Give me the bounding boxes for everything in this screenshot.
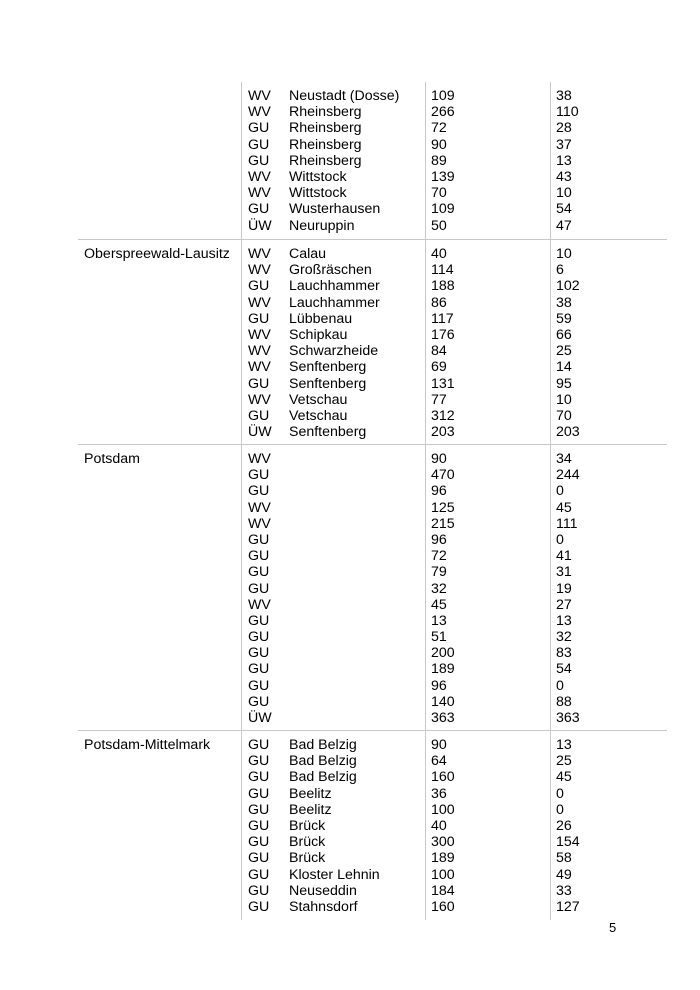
type-cell: WV	[248, 246, 271, 262]
type-cell: GU	[248, 693, 270, 710]
value-cell: 27	[556, 596, 572, 613]
column-divider	[241, 82, 242, 239]
place-cell: Wittstock	[289, 168, 347, 185]
type-cell: GU	[248, 882, 270, 899]
value-cell: 160	[431, 769, 455, 786]
value-cell: 13	[431, 612, 447, 629]
type-cell: GU	[248, 661, 270, 678]
region-name: Oberspreewald-Lausitz	[84, 246, 230, 262]
place-cell: Bad Belzig	[289, 737, 357, 753]
value-column	[431, 737, 455, 915]
value-cell: 54	[556, 661, 572, 678]
value-cell: 117	[431, 310, 454, 327]
type-cell: GU	[248, 201, 270, 218]
value-cell: 89	[431, 152, 447, 169]
value-cell: 6	[556, 262, 564, 279]
type-cell: GU	[248, 677, 270, 694]
value-cell: 54	[556, 201, 572, 218]
place-cell: Großräschen	[289, 262, 372, 279]
place-cell: Rheinsberg	[289, 120, 362, 137]
value-cell: 131	[431, 375, 455, 392]
place-cell: Schipkau	[289, 326, 348, 343]
value-cell: 363	[431, 710, 455, 726]
value-cell: 154	[556, 834, 580, 851]
type-cell: GU	[248, 467, 270, 484]
value-cell: 184	[431, 882, 455, 899]
value-cell: 109	[431, 88, 455, 104]
value-cell: 188	[431, 278, 455, 295]
value-cell: 0	[556, 531, 564, 548]
type-cell: WV	[248, 88, 271, 104]
value-cell: 33	[556, 882, 572, 899]
type-cell: GU	[248, 278, 270, 295]
type-cell: WV	[248, 104, 271, 121]
type-cell: WV	[248, 168, 271, 185]
type-cell: GU	[248, 120, 270, 137]
place-cell: Neuseddin	[289, 882, 357, 899]
place-cell: Lauchhammer	[289, 278, 380, 295]
value-cell: 96	[431, 531, 447, 548]
type-column	[248, 737, 269, 915]
value-cell: 36	[431, 785, 447, 802]
value-cell: 96	[431, 677, 447, 694]
type-cell: GU	[248, 753, 270, 770]
value-cell: 160	[431, 898, 455, 915]
value-cell: 32	[431, 580, 447, 597]
table-group	[78, 731, 667, 920]
column-divider	[425, 731, 426, 920]
type-cell: ÜW	[248, 424, 272, 441]
value-cell: 10	[556, 391, 572, 408]
type-cell: ÜW	[248, 217, 272, 234]
column-divider	[550, 82, 551, 239]
value-cell: 79	[431, 564, 447, 581]
column-divider	[550, 445, 551, 730]
value-cell: 84	[431, 343, 447, 360]
place-cell: Beelitz	[289, 785, 332, 802]
value-cell: 41	[556, 548, 572, 565]
value-cell: 19	[556, 580, 572, 597]
value-cell: 189	[431, 661, 455, 678]
value-cell: 45	[556, 499, 572, 516]
type-cell: WV	[248, 515, 271, 532]
value-cell: 125	[431, 499, 455, 516]
value-cell: 31	[556, 564, 572, 581]
value-cell: 203	[556, 424, 580, 441]
value-cell: 244	[556, 467, 580, 484]
value-cell: 13	[556, 737, 572, 753]
value-cell: 10	[556, 185, 572, 202]
value-cell: 200	[431, 645, 455, 662]
type-cell: GU	[248, 801, 270, 818]
type-cell: GU	[248, 310, 270, 327]
value-cell: 83	[556, 645, 572, 662]
value-cell: 0	[556, 483, 564, 500]
table-group	[78, 445, 667, 730]
type-column	[248, 246, 272, 440]
value-column	[556, 246, 580, 440]
value-cell: 266	[431, 104, 455, 121]
value-cell: 109	[431, 201, 455, 218]
type-cell: WV	[248, 596, 271, 613]
type-cell: WV	[248, 294, 271, 311]
place-column	[289, 246, 380, 440]
value-cell: 77	[431, 391, 447, 408]
value-cell: 90	[431, 451, 447, 467]
place-cell: Vetschau	[289, 391, 348, 408]
value-cell: 45	[431, 596, 447, 613]
value-cell: 96	[431, 483, 447, 500]
place-cell: Rheinsberg	[289, 152, 362, 169]
place-cell: Wusterhausen	[289, 201, 381, 218]
place-cell: Neustadt (Dosse)	[289, 88, 400, 104]
value-cell: 26	[556, 817, 572, 834]
value-cell: 34	[556, 451, 572, 467]
value-column	[431, 451, 455, 726]
value-cell: 25	[556, 343, 572, 360]
value-cell: 110	[556, 104, 579, 121]
type-cell: WV	[248, 391, 271, 408]
page-number: 5	[609, 920, 617, 935]
value-cell: 13	[556, 152, 572, 169]
type-cell: ÜW	[248, 710, 272, 726]
value-cell: 140	[431, 693, 455, 710]
type-cell: GU	[248, 580, 270, 597]
value-cell: 50	[431, 217, 447, 234]
value-cell: 300	[431, 834, 455, 851]
place-cell: Brück	[289, 817, 326, 834]
column-divider	[241, 445, 242, 730]
type-cell: GU	[248, 564, 270, 581]
value-cell: 13	[556, 612, 572, 629]
value-cell: 0	[556, 785, 564, 802]
value-cell: 102	[556, 278, 580, 295]
value-cell: 49	[556, 866, 572, 883]
value-cell: 40	[431, 246, 447, 262]
value-cell: 70	[556, 407, 572, 424]
value-cell: 66	[556, 326, 572, 343]
type-cell: WV	[248, 499, 271, 516]
value-cell: 88	[556, 693, 572, 710]
value-cell: 203	[431, 424, 455, 441]
value-cell: 38	[556, 88, 572, 104]
value-cell: 28	[556, 120, 572, 137]
place-cell: Brück	[289, 850, 326, 867]
value-cell: 312	[431, 407, 455, 424]
type-cell: GU	[248, 136, 270, 153]
value-cell: 72	[431, 548, 447, 565]
type-cell: GU	[248, 769, 270, 786]
type-cell: WV	[248, 343, 271, 360]
place-cell: Kloster Lehnin	[289, 866, 380, 883]
value-cell: 14	[556, 359, 572, 376]
value-column	[556, 88, 579, 234]
value-cell: 100	[431, 866, 455, 883]
column-divider	[425, 445, 426, 730]
value-cell: 32	[556, 629, 572, 646]
column-divider	[425, 82, 426, 239]
type-cell: WV	[248, 451, 271, 467]
value-cell: 59	[556, 310, 572, 327]
value-cell: 139	[431, 168, 455, 185]
column-divider	[425, 240, 426, 444]
place-cell: Senftenberg	[289, 424, 367, 441]
place-cell: Vetschau	[289, 407, 348, 424]
type-cell: WV	[248, 262, 271, 279]
value-cell: 43	[556, 168, 572, 185]
column-divider	[241, 731, 242, 920]
value-cell: 114	[431, 262, 454, 279]
value-cell: 127	[556, 898, 580, 915]
place-cell: Senftenberg	[289, 359, 367, 376]
value-cell: 58	[556, 850, 572, 867]
place-cell: Neuruppin	[289, 217, 355, 234]
place-cell: Stahnsdorf	[289, 898, 358, 915]
place-cell: Brück	[289, 834, 326, 851]
table-group	[78, 82, 667, 239]
value-cell: 38	[556, 294, 572, 311]
type-cell: GU	[248, 898, 270, 915]
value-cell: 72	[431, 120, 447, 137]
table-group	[78, 240, 667, 444]
type-cell: GU	[248, 612, 270, 629]
place-column	[289, 88, 399, 234]
place-cell: Schwarzheide	[289, 343, 379, 360]
value-cell: 70	[431, 185, 447, 202]
type-cell: GU	[248, 817, 270, 834]
value-cell: 47	[556, 217, 572, 234]
value-cell: 100	[431, 801, 455, 818]
column-divider	[550, 240, 551, 444]
place-cell: Wittstock	[289, 185, 347, 202]
type-cell: GU	[248, 152, 270, 169]
type-cell: GU	[248, 834, 270, 851]
place-cell: Rheinsberg	[289, 104, 362, 121]
place-column	[289, 737, 380, 915]
place-cell: Lauchhammer	[289, 294, 380, 311]
type-column	[248, 451, 272, 726]
type-cell: GU	[248, 737, 270, 753]
value-cell: 363	[556, 710, 580, 726]
value-cell: 86	[431, 294, 447, 311]
type-cell: GU	[248, 407, 270, 424]
type-cell: WV	[248, 359, 271, 376]
value-cell: 40	[431, 817, 447, 834]
value-column	[431, 88, 455, 234]
place-cell: Bad Belzig	[289, 753, 357, 770]
place-cell: Lübbenau	[289, 310, 353, 327]
value-cell: 25	[556, 753, 572, 770]
value-cell: 64	[431, 753, 447, 770]
value-cell: 189	[431, 850, 455, 867]
type-cell: WV	[248, 185, 271, 202]
value-cell: 176	[431, 326, 455, 343]
value-cell: 111	[556, 515, 578, 532]
type-cell: GU	[248, 548, 270, 565]
type-cell: GU	[248, 531, 270, 548]
value-cell: 51	[431, 629, 447, 646]
column-divider	[241, 240, 242, 444]
value-cell: 90	[431, 737, 447, 753]
value-cell: 470	[431, 467, 455, 484]
type-cell: GU	[248, 645, 270, 662]
value-cell: 0	[556, 677, 564, 694]
type-cell: GU	[248, 866, 270, 883]
type-column	[248, 88, 272, 234]
place-cell: Senftenberg	[289, 375, 367, 392]
region-name: Potsdam	[84, 451, 140, 467]
type-cell: GU	[248, 850, 270, 867]
value-cell: 10	[556, 246, 572, 262]
place-cell: Beelitz	[289, 801, 332, 818]
type-cell: GU	[248, 375, 270, 392]
place-cell: Rheinsberg	[289, 136, 362, 153]
value-cell: 37	[556, 136, 572, 153]
type-cell: GU	[248, 785, 270, 802]
type-cell: GU	[248, 629, 270, 646]
value-cell: 69	[431, 359, 447, 376]
value-column	[556, 451, 580, 726]
value-cell: 90	[431, 136, 447, 153]
place-cell: Calau	[289, 246, 327, 262]
value-cell: 215	[431, 515, 455, 532]
region-name: Potsdam-Mittelmark	[84, 737, 211, 753]
type-cell: WV	[248, 326, 271, 343]
place-cell: Bad Belzig	[289, 769, 357, 786]
value-column	[431, 246, 455, 440]
value-cell: 0	[556, 801, 564, 818]
value-cell: 95	[556, 375, 572, 392]
value-column	[556, 737, 580, 915]
column-divider	[550, 731, 551, 920]
value-cell: 45	[556, 769, 572, 786]
type-cell: GU	[248, 483, 270, 500]
